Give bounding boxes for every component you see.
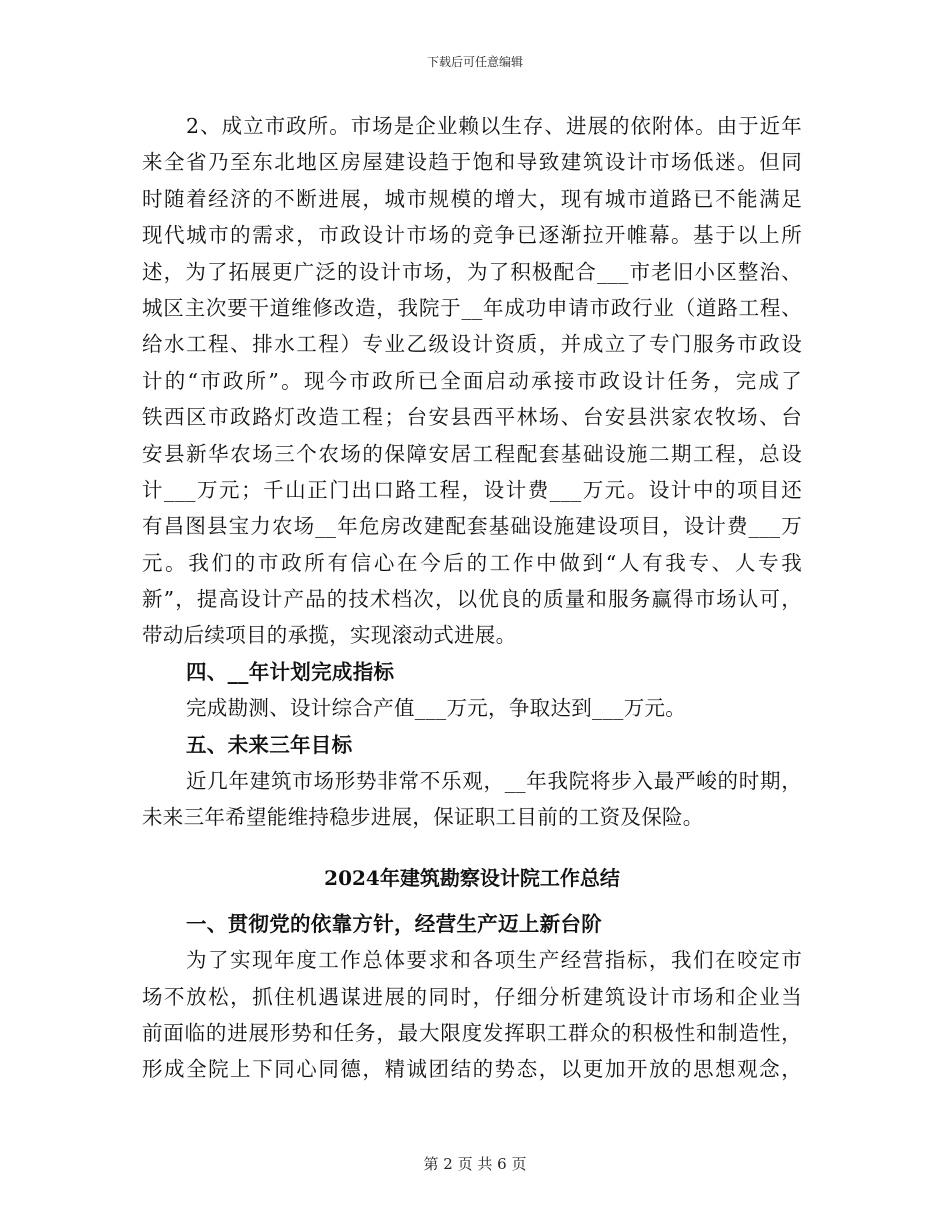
paragraph-line: 带动后续项目的承揽，实现滚动式进展。: [142, 623, 517, 648]
paragraph-line: 2、成立市政所。市场是企业赖以生存、进展的依附体。由于近年: [186, 114, 802, 138]
paragraph-line: 前面临的进展形势和任务，最大限度发挥职工群众的积极性和制造性，: [142, 1020, 802, 1045]
paragraph-line: 近几年建筑市场形势非常不乐观，__年我院将步入最严峻的时期，: [186, 769, 802, 794]
section-heading: 一、贯彻党的依靠方针，经营生产迈上新台阶: [186, 911, 602, 936]
paragraph-line: 述，为了拓展更广泛的设计市场，为了积极配合___市老旧小区整治、: [142, 259, 802, 284]
paragraph-line: 场不放松，抓住机遇谋进展的同时，仔细分析建筑设计市场和企业当: [142, 984, 802, 1009]
document-body: [142, 108, 802, 1088]
paragraph-line: 时随着经济的不断进展，城市规模的增大，现有城市道路已不能满足: [142, 186, 802, 211]
paragraph-line: 形成全院上下同心同德，精诚团结的势态，以更加开放的思想观念，: [142, 1057, 802, 1082]
paragraph-line: 为了实现年度工作总体要求和各项生产经营指标，我们在咬定市: [186, 948, 802, 973]
paragraph-line: 未来三年希望能维持稳步进展，保证职工目前的工资及保险。: [142, 805, 704, 830]
section-heading: 四、__年计划完成指标: [186, 659, 395, 684]
paragraph-line: 元。我们的市政所有信心在今后的工作中做到“人有我专、人专我: [142, 550, 802, 575]
paragraph-line: 安县新华农场三个农场的保障安居工程配套基础设施二期工程，总设: [142, 441, 802, 466]
paragraph-line: 计___万元；千山正门出口路工程，设计费___万元。设计中的项目还: [142, 477, 802, 502]
section-heading: 五、未来三年目标: [186, 732, 353, 757]
paragraph-line: 新”，提高设计产品的技术档次，以优良的质量和服务赢得市场认可，: [142, 587, 802, 612]
document-title: 2024年建筑勘察设计院工作总结: [324, 865, 620, 890]
paragraph-line: 来全省乃至东北地区房屋建设趋于饱和导致建筑设计市场低迷。但同: [142, 150, 802, 175]
paragraph-line: 城区主次要干道维修改造，我院于__年成功申请市政行业（道路工程、: [142, 295, 802, 320]
paragraph-line: 给水工程、排水工程）专业乙级设计资质，并成立了专门服务市政设: [142, 332, 802, 357]
paragraph-line: 有昌图县宝力农场__年危房改建配套基础设施建设项目，设计费___万: [142, 514, 802, 539]
page-header: 下载后可任意编辑: [426, 55, 523, 69]
page-number: 第 2 页 共 6 页: [423, 1155, 527, 1173]
paragraph-line: 完成勘测、设计综合产值___万元，争取达到___万元。: [186, 696, 687, 721]
paragraph-line: 现代城市的需求，市政设计市场的竞争已逐渐拉开帷幕。基于以上所: [142, 223, 802, 248]
paragraph-line: 计的“市政所”。现今市政所已全面启动承接市政设计任务，完成了: [142, 368, 802, 393]
paragraph-line: 铁西区市政路灯改造工程；台安县西平林场、台安县洪家农牧场、台: [142, 405, 802, 430]
